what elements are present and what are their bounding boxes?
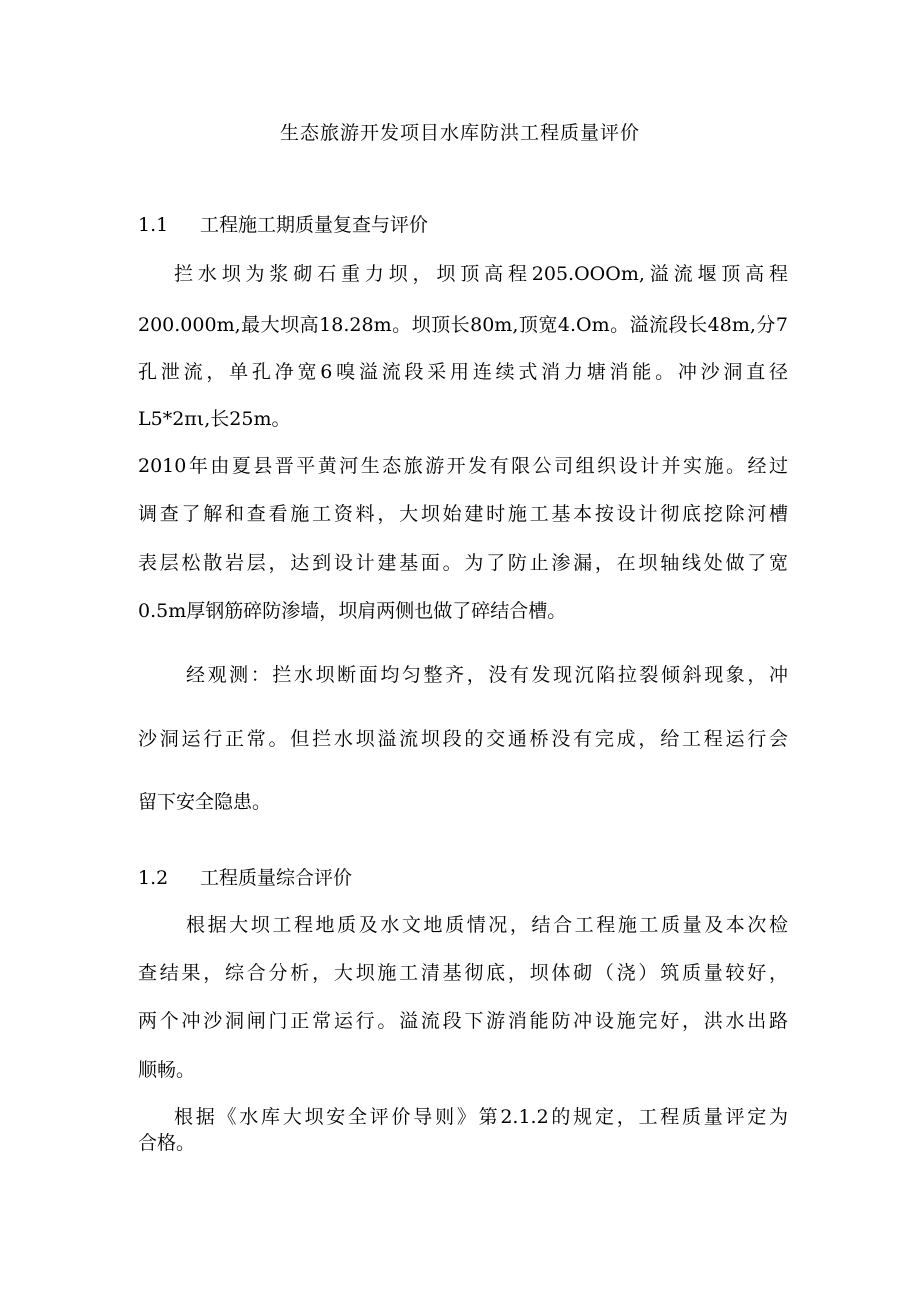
paragraph-line: 顺畅。: [138, 1059, 196, 1081]
section-title: 工程施工期质量复查与评价: [200, 214, 429, 236]
paragraph-line: 孔泄流，单孔净宽6嗅溢流段采用连续式消力塘消能。冲沙洞直径: [138, 361, 788, 383]
section-heading-1-2: [138, 863, 352, 893]
paragraph-line: 沙洞运行正常。但拦水坝溢流坝段的交通桥没有完成，给工程运行会: [138, 728, 788, 750]
paragraph-line: 留下安全隐患。: [138, 791, 272, 813]
paragraph-line: 调查了解和查看施工资料，大坝始建时施工基本按设计彻底挖除河槽: [138, 503, 788, 525]
paragraph-line: L5*2πι,长25m。: [138, 408, 291, 430]
paragraph-line: 2010年由夏县晋平黄河生态旅游开发有限公司组织设计并实施。经过: [138, 455, 788, 477]
paragraph-line: 两个冲沙洞闸门正常运行。溢流段下游消能防冲设施完好，洪水出路: [138, 1010, 788, 1032]
paragraph-line: 200.000m,最大坝高18.28m。坝顶长80m,顶宽4.Om。溢流段长48m,分7: [138, 314, 788, 336]
section-number: 1.2: [138, 867, 169, 889]
paragraph-line: 查结果，综合分析，大坝施工清基彻底，坝体砌（浇）筑质量较好，: [138, 962, 788, 984]
section-number: 1.1: [138, 214, 169, 236]
paragraph-line: 根据《水库大坝安全评价导则》第2.1.2的规定，工程质量评定为: [174, 1106, 788, 1128]
section-heading-1-1: [138, 210, 428, 240]
page-title: 生态旅游开发项目水库防洪工程质量评价: [279, 122, 640, 144]
paragraph-line: 经观测：拦水坝断面均匀整齐，没有发现沉陷拉裂倾斜现象，冲: [186, 664, 788, 686]
paragraph-line: 0.5m厚钢筋碎防渗墙，坝肩两侧也做了碎结合槽。: [138, 600, 567, 622]
paragraph-line: 合格。: [138, 1132, 196, 1154]
paragraph-line: 拦水坝为浆砌石重力坝，坝顶高程205.OOOm,溢流堰顶高程: [174, 263, 788, 285]
paragraph-line: 表层松散岩层，达到设计建基面。为了防止渗漏，在坝轴线处做了宽: [138, 552, 788, 574]
paragraph-line: 根据大坝工程地质及水文地质情况，结合工程施工质量及本次检: [186, 914, 788, 936]
section-title: 工程质量综合评价: [200, 867, 353, 889]
